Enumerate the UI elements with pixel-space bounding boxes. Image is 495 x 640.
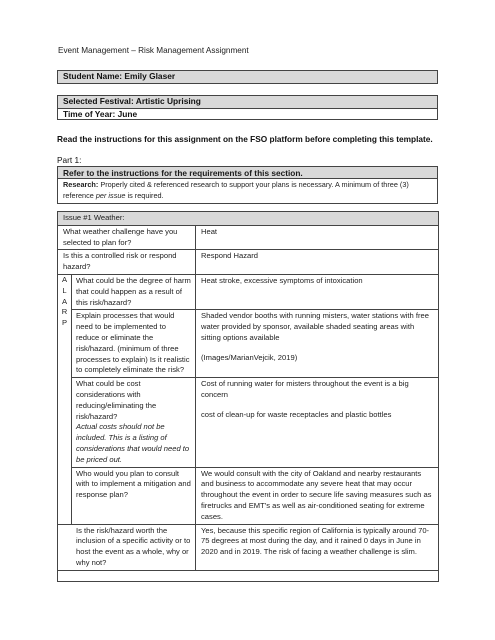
- cost-answer-line2: cost of clean-up for waste receptacles and plastic bottles: [201, 409, 392, 419]
- time-of-year: Time of Year: June: [58, 108, 437, 120]
- consult-question: Who would you plan to consult with to implement a mitigation and response plan?: [72, 467, 196, 524]
- part-instruction: Refer to the instructions for the requirements of this section.: [58, 167, 437, 179]
- research-text: Properly cited & referenced research to support your plans is necessary. A minimum of three (3) reference: [63, 180, 409, 200]
- research-end: is required.: [127, 190, 164, 200]
- controlled-answer: Respond Hazard: [196, 250, 439, 275]
- cost-question: [72, 378, 196, 467]
- alarp-letter: P: [61, 318, 68, 328]
- assignment-instruction: Read the instructions for this assignment on the FSO platform before completing this template.: [57, 134, 433, 144]
- selected-festival: Selected Festival: Artistic Uprising: [58, 96, 437, 108]
- alarp-letter: L: [62, 285, 67, 295]
- processes-answer: [196, 310, 439, 378]
- controlled-question: Is this a controlled risk or respond hazard?: [58, 250, 196, 275]
- worth-question: Is the risk/hazard worth the inclusion of a specific activity or to host the event as a whole, why or why not?: [58, 524, 196, 570]
- consult-answer: We would consult with the city of Oakland and nearby restaurants and business to accommodate any severe heat that may occur throughout the event in order to secure life saving measures such as firetrucks and EMT’s as well as air-conditioned seating for extreme cases.: [196, 467, 439, 524]
- cost-answer-line1: Cost of running water for misters throughout the event is a big concern: [201, 379, 409, 399]
- cost-question-note: Actual costs should not be included. This is a listing of considerations that would need to be priced out.: [76, 422, 190, 464]
- research-requirement: [58, 179, 437, 203]
- empty-row: [58, 570, 439, 581]
- issue-table: [57, 211, 439, 582]
- alarp-letter: R: [61, 307, 68, 317]
- issue-header: Issue #1 Weather:: [58, 212, 439, 226]
- part-label: Part 1:: [57, 155, 82, 165]
- festival-info-box: [57, 95, 438, 120]
- challenge-answer: Heat: [196, 225, 439, 250]
- degree-answer: Heat stroke, excessive symptoms of intoxication: [196, 274, 439, 309]
- alarp-letter: A: [61, 296, 68, 306]
- student-name: Student Name: Emily Glaser: [58, 71, 437, 83]
- processes-question: Explain processes that would need to be implemented to reduce or eliminate the risk/hazard. (minimum of three processes to explain) Is it realistic to completely eliminate the risk?: [72, 310, 196, 378]
- cost-question-text: What could be cost considerations with reducing/eliminating the risk/hazard?: [76, 379, 157, 421]
- processes-answer-text: Shaded vendor booths with running misters, water stations with free water provided by sponsor, available shaded seating areas with sitting options available: [201, 311, 429, 342]
- part-instructions-box: [57, 166, 438, 204]
- research-italic: per issue: [95, 190, 126, 200]
- research-label: Research:: [63, 180, 99, 189]
- processes-reference: (Images/MarianVejcik, 2019): [201, 352, 298, 362]
- alarp-letter: A: [61, 274, 68, 284]
- challenge-question: What weather challenge have you selected to plan for?: [58, 225, 196, 250]
- worth-answer: Yes, because this specific region of California is typically around 70-75 degrees at most during the day, and it rained 0 days in June in 2020 and in 2019. The risk of facing a weather challenge is slim.: [196, 524, 439, 570]
- cost-answer: [196, 378, 439, 467]
- alarp-label: [58, 274, 72, 524]
- document-title: Event Management – Risk Management Assignment: [58, 46, 249, 55]
- student-name-box: [57, 70, 438, 84]
- degree-question: What could be the degree of harm that could happen as a result of this risk/hazard?: [72, 274, 196, 309]
